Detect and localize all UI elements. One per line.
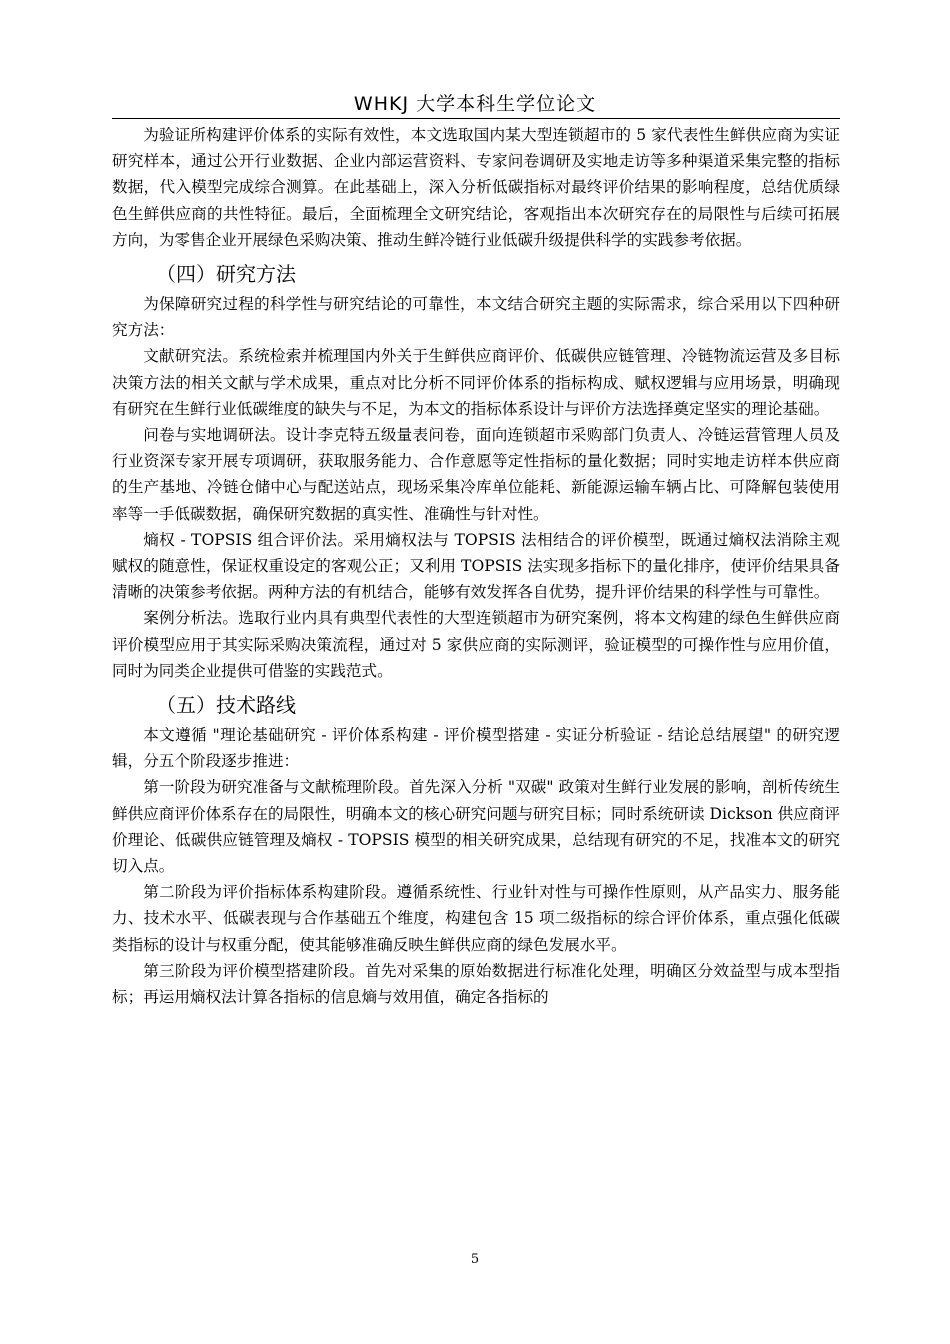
paragraph-intro: 为验证所构建评价体系的实际有效性，本文选取国内某大型连锁超市的 5 家代表性生鲜供应商为实证研究样本，通过公开行业数据、企业内部运营资料、专家问卷调研及实地走访等多种渠道采集完整的指标数据，代入模型完成综合测算。在此基础上，深入分析低碳指标对最终评价结果的影响程度，总结优质绿色生鲜供应商的共性特征。最后，全面梳理全文研究结论，客观指出本次研究存在的局限性与后续可拓展方向，为零售企业开展绿色采购决策、推动生鲜冷链行业低碳升级提供科学的实践参考依据。 xyxy=(112,126,840,249)
paragraph-survey-method: 问卷与实地调研法。设计李克特五级量表问卷，面向连锁超市采购部门负责人、冷链运营管理人员及行业资深专家开展专项调研，获取服务能力、合作意愿等定性指标的量化数据；同时实地走访样本供应商的生产基地、冷链仓储中心与配送站点，现场采集冷库单位能耗、新能源运输车辆占比、可降解包装使用率等一手低碳数据，确保研究数据的真实性、准确性与针对性。 xyxy=(112,426,840,523)
paragraph-route-overview: 本文遵循 "理论基础研究 - 评价体系构建 - 评价模型搭建 - 实证分析验证 - 结论总结展望" 的研究逻辑，分五个阶段逐步推进： xyxy=(112,726,840,771)
paragraph-methods-overview: 为保障研究过程的科学性与研究结论的可靠性，本文结合研究主题的实际需求，综合采用以下四种研究方法： xyxy=(112,295,840,340)
paragraph-stage-one: 第一阶段为研究准备与文献梳理阶段。首先深入分析 "双碳" 政策对生鲜行业发展的影响，剖析传统生鲜供应商评价体系存在的局限性，明确本文的核心研究问题与研究目标；同时系统研读 Dickson 供应商评价理论、低碳供应链管理及熵权 - TOPSIS 模型的相关研究成果，总结现有研究的不足，找准本文的研究切入点。 xyxy=(112,778,840,876)
paragraph-stage-two: 第二阶段为评价指标体系构建阶段。遵循系统性、行业针对性与可操作性原则，从产品实力、服务能力、技术水平、低碳表现与合作基础五个维度，构建包含 15 项二级指标的综合评价体系，重点强化低碳类指标的设计与权重分配，使其能够准确反映生鲜供应商的绿色发展水平。 xyxy=(112,883,840,954)
section-heading-research-methods: （四）研究方法 xyxy=(156,262,296,287)
section-heading-technical-route: （五）技术路线 xyxy=(156,693,296,718)
header-rule xyxy=(112,118,840,119)
paragraph-literature-method: 文献研究法。系统检索并梳理国内外关于生鲜供应商评价、低碳供应链管理、冷链物流运营及多目标决策方法的相关文献与学术成果，重点对比分析不同评价体系的指标构成、赋权逻辑与应用场景，明确现有研究在生鲜行业低碳维度的缺失与不足，为本文的指标体系设计与评价方法选择奠定坚实的理论基础。 xyxy=(112,347,840,418)
running-header: WHKJ 大学本科生学位论文 xyxy=(353,93,597,115)
paragraph-stage-three: 第三阶段为评价模型搭建阶段。首先对采集的原始数据进行标准化处理，明确区分效益型与成本型指标；再运用熵权法计算各指标的信息熵与效用值，确定各指标的 xyxy=(112,961,840,1007)
body-text xyxy=(112,122,840,1010)
paragraph-topsis-method: 熵权 - TOPSIS 组合评价法。采用熵权法与 TOPSIS 法相结合的评价模型，既通过熵权法消除主观赋权的随意性，保证权重设定的客观公正；又利用 TOPSIS 法实现多指标下的量化排序，使评价结果具备清晰的决策参考依据。两种方法的有机结合，能够有效发挥各自优势，提升评价结果的科学性与可靠性。 xyxy=(112,530,840,602)
page-number: 5 xyxy=(470,1252,480,1267)
paragraph-case-method: 案例分析法。选取行业内具有典型代表性的大型连锁超市为研究案例，将本文构建的绿色生鲜供应商评价模型应用于其实际采购决策流程，通过对 5 家供应商的实际测评，验证模型的可操作性与应用价值，同时为同类企业提供可借鉴的实践范式。 xyxy=(112,609,840,680)
